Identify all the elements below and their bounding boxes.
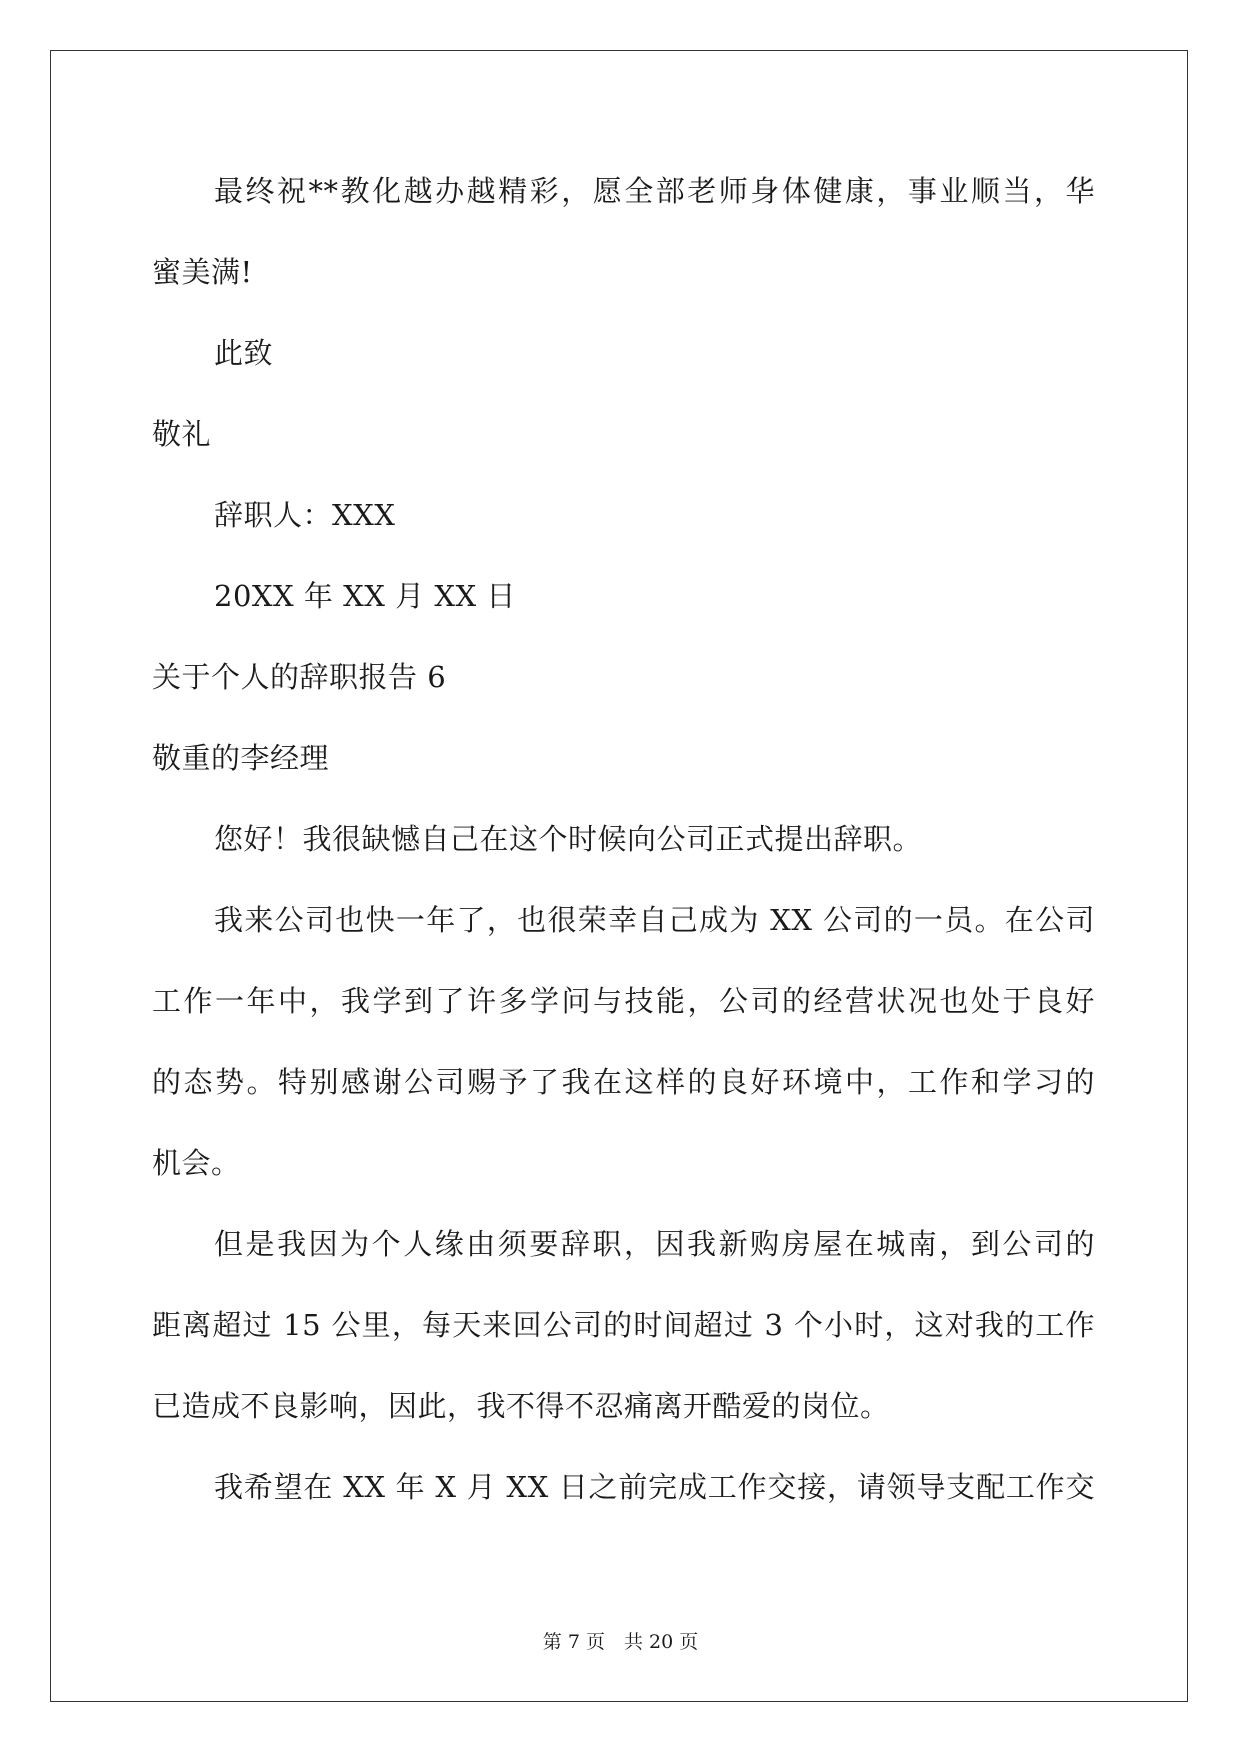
text-line: 我希望在 XX 年 X 月 XX 日之前完成工作交接，请领导支配工作交 xyxy=(214,1470,1095,1504)
text-line: 但是我因为个人缘由须要辞职，因我新购房屋在城南，到公司的 xyxy=(214,1227,1095,1261)
text-line: 距离超过 15 公里，每天来回公司的时间超过 3 个小时，这对我的工作 xyxy=(152,1308,1095,1342)
text-line: 蜜美满! xyxy=(152,255,253,289)
page-border xyxy=(50,50,1188,1702)
section-heading: 关于个人的辞职报告 6 xyxy=(152,660,447,694)
page-number: 第 7 页 共 20 页 xyxy=(542,1631,699,1653)
salutation: 敬重的李经理 xyxy=(152,741,330,775)
text-line: 工作一年中，我学到了许多学问与技能，公司的经营状况也处于良好 xyxy=(152,984,1095,1018)
text-line: 已造成不良影响，因此，我不得不忍痛离开酷爱的岗位。 xyxy=(152,1389,890,1423)
text-line: 我来公司也快一年了，也很荣幸自己成为 XX 公司的一员。在公司 xyxy=(214,903,1095,937)
text-line: 敬礼 xyxy=(152,417,212,451)
text-line: 辞职人：XXX xyxy=(214,498,396,532)
text-line: 机会。 xyxy=(152,1146,241,1180)
text-line: 最终祝**教化越办越精彩，愿全部老师身体健康，事业顺当，华 xyxy=(214,174,1095,208)
text-line: 20XX 年 XX 月 XX 日 xyxy=(214,579,516,613)
text-line: 的态势。特别感谢公司赐予了我在这样的良好环境中，工作和学习的 xyxy=(152,1065,1095,1099)
text-line: 此致 xyxy=(214,336,274,370)
text-line: 您好！我很缺憾自己在这个时候向公司正式提出辞职。 xyxy=(214,822,923,856)
